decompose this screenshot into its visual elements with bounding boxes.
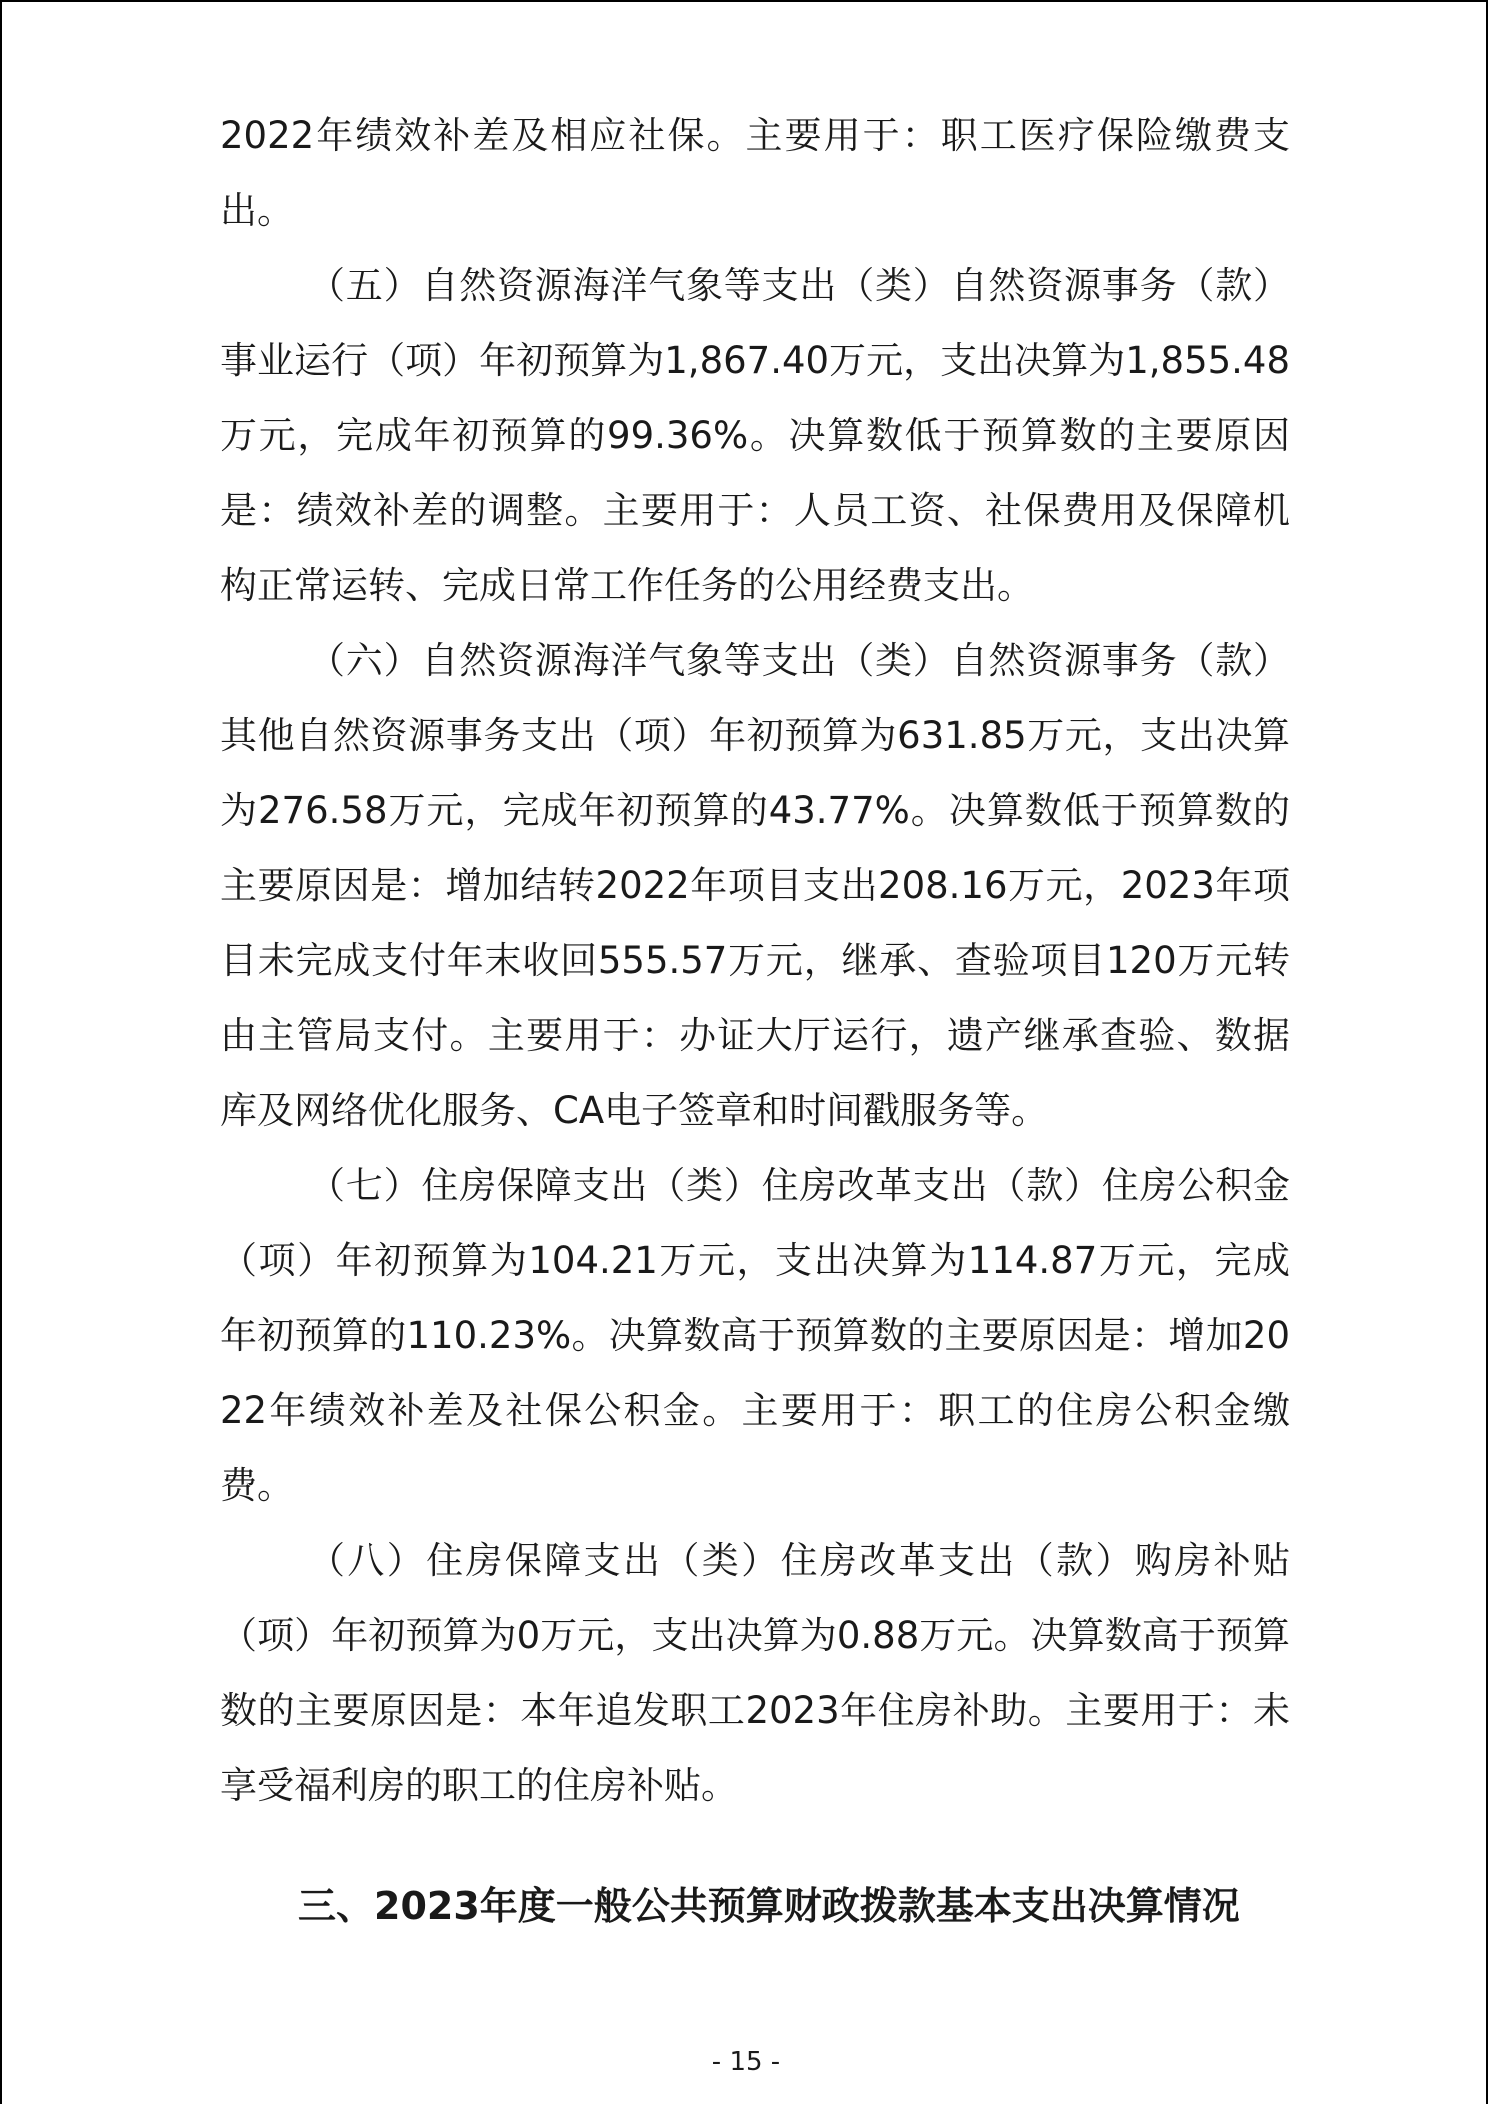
- document-body: [220, 98, 1290, 1944]
- paragraph-item-5: （五）自然资源海洋气象等支出（类）自然资源事务（款）事业运行（项）年初预算为1,867.40万元，支出决算为1,855.48万元，完成年初预算的99.36%。决算数低于预算数的主要原因是：绩效补差的调整。主要用于：人员工资、社保费用及保障机构正常运转、完成日常工作任务的公用经费支出。: [220, 264, 1290, 607]
- paragraph-item-7: （七）住房保障支出（类）住房改革支出（款）住房公积金（项）年初预算为104.21万元，支出决算为114.87万元，完成年初预算的110.23%。决算数高于预算数的主要原因是：增加2022年绩效补差及社保公积金。主要用于：职工的住房公积金缴费。: [220, 1164, 1290, 1507]
- page-number: - 15 -: [711, 2047, 781, 2077]
- paragraph-continuation: 2022年绩效补差及相应社保。主要用于：职工医疗保险缴费支出。: [220, 114, 1290, 232]
- paragraph-item-8: （八）住房保障支出（类）住房改革支出（款）购房补贴（项）年初预算为0万元，支出决算为0.88万元。决算数高于预算数的主要原因是：本年追发职工2023年住房补助。主要用于：未享受福利房的职工的住房补贴。: [220, 1539, 1290, 1807]
- paragraph-item-6: （六）自然资源海洋气象等支出（类）自然资源事务（款）其他自然资源事务支出（项）年初预算为631.85万元，支出决算为276.58万元，完成年初预算的43.77%。决算数低于预算数的主要原因是：增加结转2022年项目支出208.16万元，2023年项目未完成支付年末收回555.57万元，继承、查验项目120万元转由主管局支付。主要用于：办证大厅运行，遗产继承查验、数据库及网络优化服务、CA电子签章和时间戳服务等。: [220, 639, 1290, 1132]
- section-heading: 三、2023年度一般公共预算财政拨款基本支出决算情况: [298, 1884, 1240, 1928]
